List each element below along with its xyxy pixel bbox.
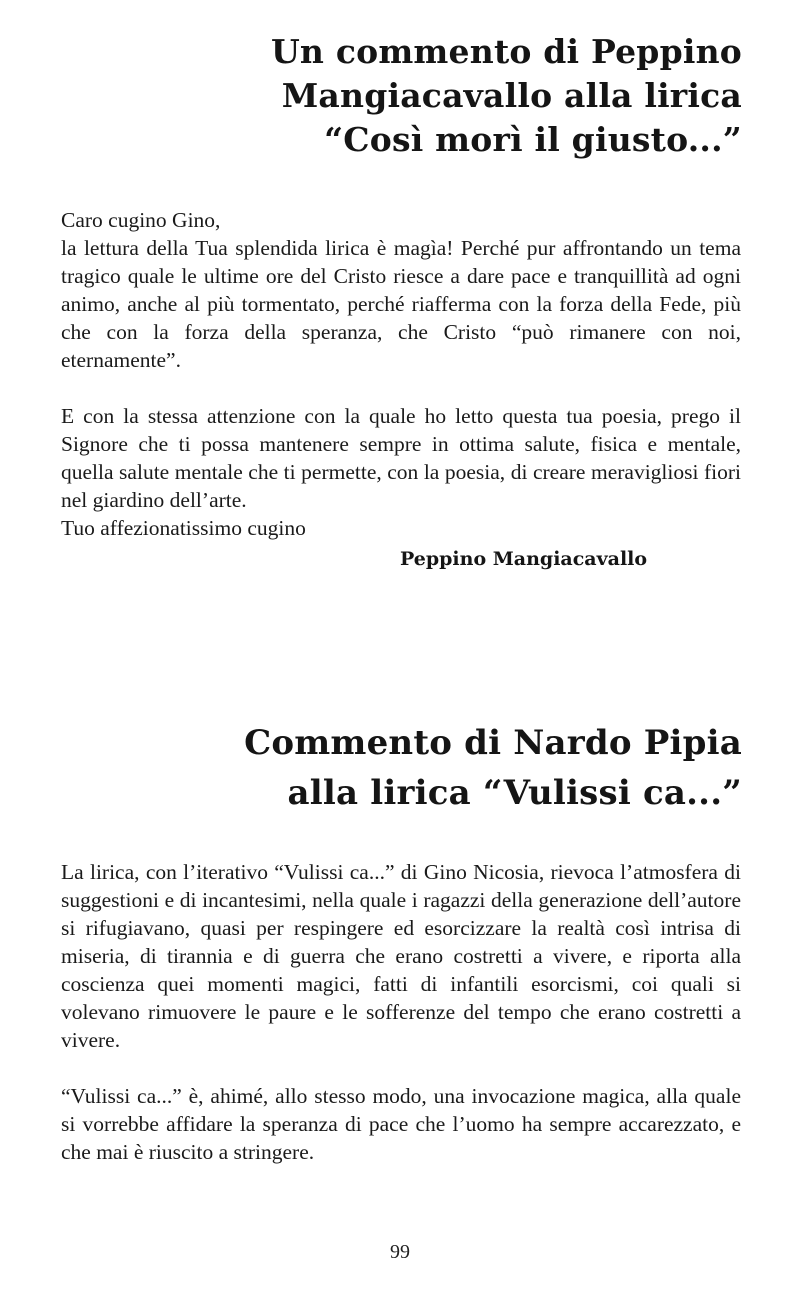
letter-signature: Peppino Mangiacavallo [400,548,648,570]
page-number: 99 [390,1241,410,1263]
letter-paragraph-2: E con la stessa attenzione con la quale ho letto questa tua poesia, prego il Signore che ti possa mantenere sempre in ottima salute, fisica e mentale, quella salute mentale che ti permette, con la poesia, di creare meravigliosi fiori nel giardino dell’arte. [61,404,741,512]
section1-title-line2: Mangiacavallo alla lirica [281,76,742,115]
comment-paragraph-1: La lirica, con l’iterativo “Vulissi ca...” di Gino Nicosia, rievoca l’atmosfera di suggestioni e di incantesimi, nella quale i ragazzi della generazione dell’autore si rifugiavano, quasi per respingere ed esorcizzare la realtà così intrisa di miseria, di tirannia e di guerra che erano costretti a vivere, e riporta alla coscienza quei momenti magici, fatti di infantili esorcismi, coi quali si volevano rimuovere le paure e le sofferenze del tempo che erano costretti a vivere. [61,860,741,1052]
section1-title [271,30,742,162]
section1-title-line1: Un commento di Peppino [270,32,742,71]
letter-salutation: Caro cugino Gino, [61,208,221,232]
letter-paragraph-1: la lettura della Tua splendida lirica è magìa! Perché pur affrontando un tema tragico quale le ultime ore del Cristo riesce a dare pace e tranquillità ad ogni animo, anche al più tormentato, perché riafferma con la forza della Fede, più che con la forza della speranza, che Cristo “può rimanere con noi, eternamente”. [61,236,741,372]
section2-title [244,718,742,818]
comment-paragraph-2: “Vulissi ca...” è, ahimé, allo stesso modo, una invocazione magica, alla quale si vorrebbe affidare la speranza di pace che l’uomo ha sempre accarezzato, e che mai è riuscito a stringere. [61,1084,741,1164]
section2-title-line2: alla lirica “Vulissi ca...” [287,773,742,813]
section1-title-line3: “Così morì il giusto...” [324,120,742,159]
letter-closing: Tuo affezionatissimo cugino [61,516,306,540]
section2-title-line1: Commento di Nardo Pipia [244,723,742,763]
